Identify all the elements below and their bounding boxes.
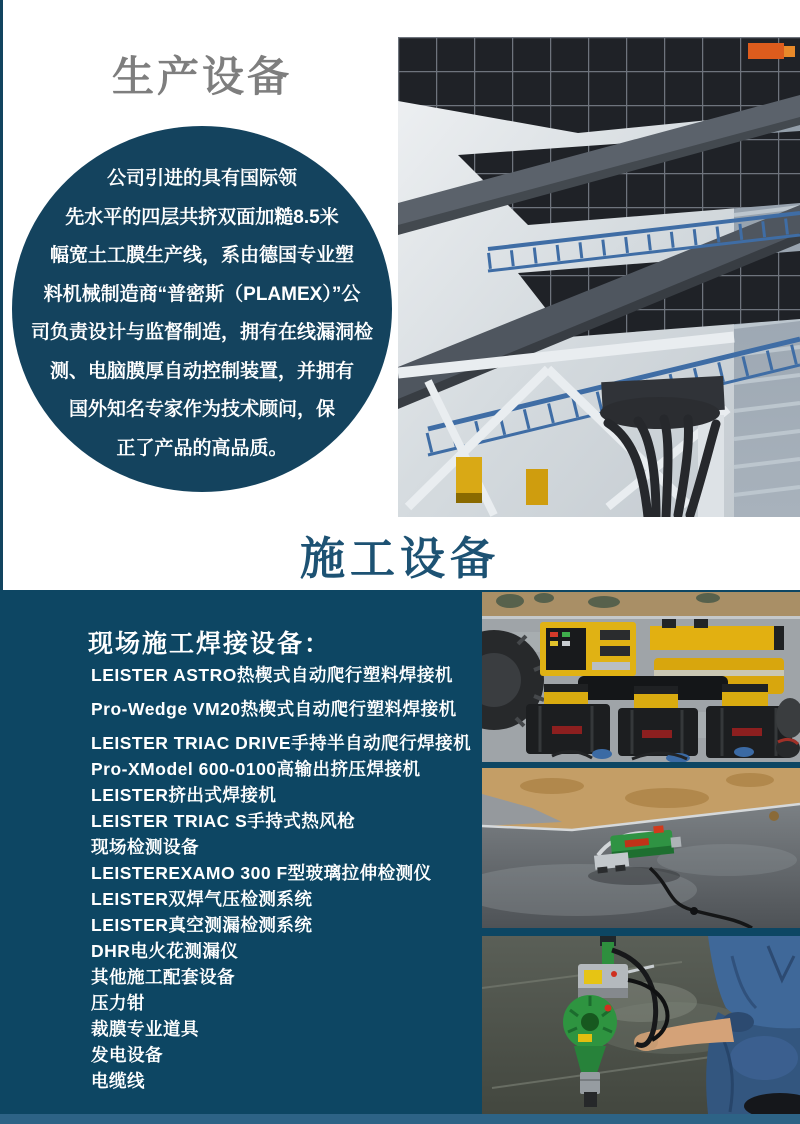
equipment-item: LEISTER TRIAC S手持式热风枪: [91, 811, 356, 831]
equipment-item: LEISTEREXAMO 300 F型玻璃拉伸检测仪: [91, 863, 432, 883]
equipment-item: LEISTER ASTRO热楔式自动爬行塑料焊接机: [91, 665, 453, 685]
footer-strip: [0, 1114, 800, 1124]
equipment-item: LEISTER挤出式焊接机: [91, 785, 277, 805]
automatic-wedge-welder-on-geomembrane-photo: [482, 768, 800, 928]
hand-extrusion-welder-worker-photo: [482, 936, 800, 1114]
circle-text-line: 幅宽土工膜生产线，系由德国专业塑: [49, 245, 354, 266]
production-description-circle: [12, 126, 392, 492]
production-title: 生产设备: [111, 53, 292, 100]
circle-text-line: 国外知名专家作为技术顾问，保: [68, 399, 335, 420]
factory-photo-illustration: [398, 37, 800, 517]
equipment-item: LEISTER TRIAC DRIVE手持半自动爬行焊接机: [91, 733, 472, 753]
equipment-item: DHR电火花测漏仪: [91, 941, 239, 961]
circle-text-line: 料机械制造商“普密斯（PLAMEX）”公: [43, 283, 361, 305]
factory-coextrusion-line-photo: [398, 37, 800, 517]
circle-text-line: 先水平的四层共挤双面加糙8.5米: [65, 206, 339, 228]
hand-welder-illustration: [482, 936, 800, 1114]
equipment-list-heading: 现场施工焊接设备：: [88, 630, 332, 658]
equipment-item: LEISTER真空测漏检测系统: [91, 915, 313, 935]
sand-ring: [769, 811, 779, 821]
equipment-item: 其他施工配套设备: [91, 967, 235, 987]
dirt-strip: [482, 592, 800, 616]
circle-text-line: 公司引进的具有国际领: [106, 168, 297, 189]
equipment-item: 现场检测设备: [91, 837, 199, 857]
circle-text-line: 司负责设计与监督制造，拥有在线漏洞检: [30, 322, 373, 343]
equipment-item: 压力钳: [91, 993, 145, 1013]
equipment-item: 发电设备: [91, 1045, 163, 1065]
cable-plug: [690, 907, 698, 915]
curb-line: [482, 616, 800, 619]
equipment-item: LEISTER双焊气压检测系统: [91, 889, 313, 909]
membrane-sheen-2: [657, 844, 797, 876]
circle-text-line: 正了产品的高品质。: [116, 437, 288, 459]
yellow-welder-with-panel: [540, 622, 636, 676]
equipment-item: Pro-Wedge VM20热楔式自动爬行塑料焊接机: [91, 699, 457, 719]
equipment-item: 裁膜专业道具: [91, 1019, 199, 1039]
equipment-list: [91, 662, 471, 1094]
equipment-item: 电缆线: [91, 1071, 145, 1091]
wedge-welders-and-cases-photo: [482, 592, 800, 762]
circle-text-line: 测、电脑膜厚自动控制装置，并拥有: [49, 360, 354, 382]
welders-photo-illustration: [482, 592, 800, 762]
construction-title: 施工设备: [299, 533, 500, 584]
equipment-item: Pro-XModel 600-0100高输出挤压焊接机: [91, 759, 421, 779]
welder-on-membrane-illustration: [482, 768, 800, 928]
